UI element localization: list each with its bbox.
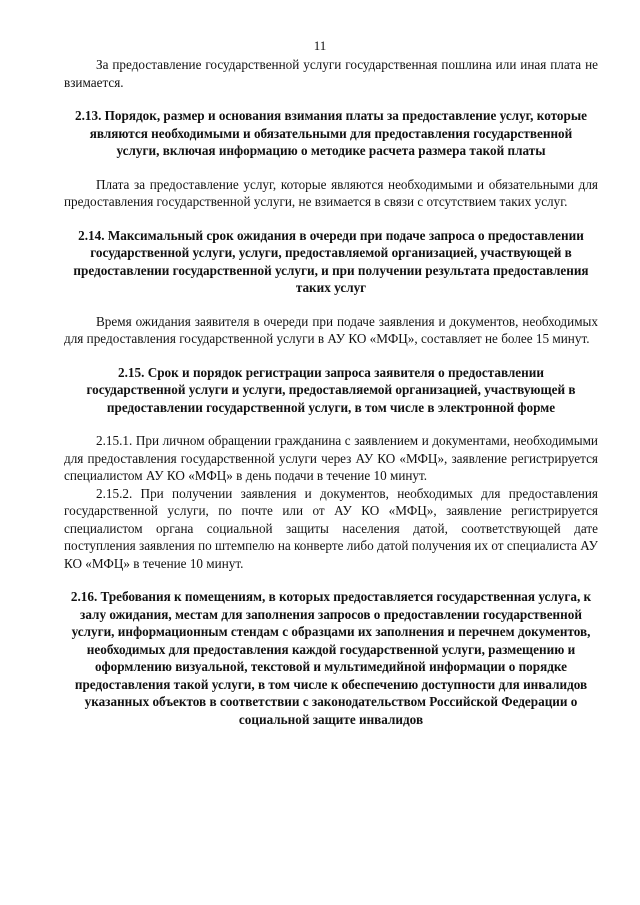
document-body <box>64 56 598 728</box>
section-2-15-2-text: 2.15.2. При получении заявления и документов, необходимых для предоставления государственной услуги, по почте или от АУ КО «МФЦ», заявление регистрируется специалистом органа социальной защиты населения датой, соответствующей дате поступления заявления по штемпелю на конверте либо датой получения их от специалиста АУ КО «МФЦ» в течение 10 минут. <box>64 485 598 571</box>
intro-paragraph: За предоставление государственной услуги государственная пошлина или иная плата не взимается. <box>64 57 598 90</box>
section-2-14-heading: 2.14. Максимальный срок ожидания в очереди при подаче запроса о предоставлении государственной услуги, услуги, предоставляемой организацией, участвующей в предоставлении государственной услуги, и при получении результата предоставления таких услуг <box>73 227 589 295</box>
section-2-15-1-text: 2.15.1. При личном обращении гражданина с заявлением и документами, необходимыми для предоставления государственной услуги через АУ КО «МФЦ», заявление регистрируется специалистом АУ КО «МФЦ» в день подачи в течение 10 минут. <box>64 433 598 483</box>
section-2-13-text: Плата за предоставление услуг, которые являются необходимыми и обязательными для предоставления государственной услуги, не взимается в связи с отсутствием таких услуг. <box>64 176 598 209</box>
section-2-13-heading: 2.13. Порядок, размер и основания взимания платы за предоставление услуг, которые являются необходимыми и обязательными для предоставления государственной услуги, включая информацию о методике расчета размера такой платы <box>74 108 587 158</box>
section-2-15-heading: 2.15. Срок и порядок регистрации запроса заявителя о предоставлении государственной услуги и услуги, предоставляемой организацией, участвующей в предоставлении государственной услуги, в том числе в электронной форме <box>86 364 576 415</box>
page-number: 11 <box>313 38 327 53</box>
section-2-14-text: Время ожидания заявителя в очереди при подаче заявления и документов, необходимых для предоставления государственной услуги в АУ КО «МФЦ», составляет не более 15 минут. <box>64 313 598 346</box>
section-2-16-heading: 2.16. Требования к помещениям, в которых предоставляется государственная услуга, к залу ожидания, местам для заполнения запросов о предоставлении государственной услуги, информационным стендам с образцами их заполнения и перечнем документов, необходимых для предоставления каждой государственной услуги, размещению и оформлению визуальной, текстовой и мультимедийной информации о порядке предоставления такой услуги, в том числе к обеспечению доступности для инвалидов указанных объектов в соответствии с законодательством Российской Федерации о социальной защите инвалидов <box>70 589 592 727</box>
